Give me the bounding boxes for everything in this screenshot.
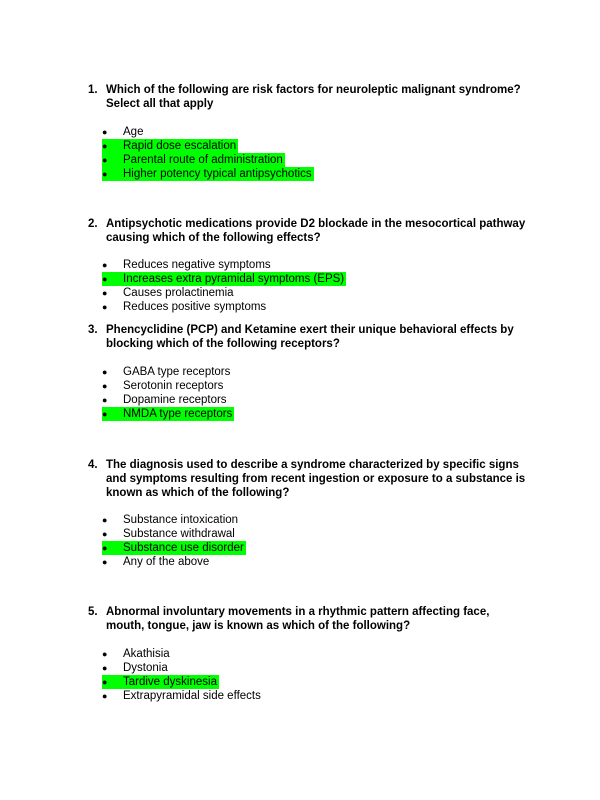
option-item [102, 647, 528, 661]
option-label: Extrapyramidal side effects [123, 690, 261, 702]
bullet-icon: ● [102, 169, 108, 179]
option-item [102, 513, 528, 527]
question-text: Antipsychotic medications provide D2 blockade in the mesocortical pathway causing which of the following effects? [106, 218, 526, 244]
bullet-icon: ● [102, 409, 108, 419]
option-item [102, 258, 528, 272]
option-item [102, 125, 528, 139]
option-item [102, 300, 528, 314]
question-heading [88, 323, 528, 351]
question-5 [88, 605, 528, 703]
question-3 [88, 323, 528, 421]
option-item [102, 407, 528, 421]
option-label: Age [123, 126, 144, 138]
option-item [102, 555, 528, 569]
option-list [102, 513, 528, 569]
option-item [102, 689, 528, 703]
option-item [102, 139, 528, 153]
option-label: Reduces positive symptoms [123, 301, 267, 313]
bullet-icon: ● [102, 367, 108, 377]
option-item [102, 675, 528, 689]
question-1 [88, 83, 528, 181]
option-item [102, 286, 528, 300]
question-heading [88, 83, 528, 111]
option-label: Tardive dyskinesia [123, 676, 217, 688]
bullet-icon: ● [102, 663, 108, 673]
option-list [102, 365, 528, 421]
bullet-icon: ● [102, 155, 108, 165]
option-label: Parental route of administration [123, 154, 283, 166]
bullet-icon: ● [102, 677, 108, 687]
bullet-icon: ● [102, 141, 108, 151]
option-item [102, 541, 528, 555]
option-label: Substance use disorder [123, 542, 244, 554]
question-number: 1. [88, 84, 98, 96]
bullet-icon: ● [102, 395, 108, 405]
question-text: Phencyclidine (PCP) and Ketamine exert their unique behavioral effects by blocking which of the following receptors? [106, 324, 514, 350]
option-label: Dopamine receptors [123, 394, 227, 406]
option-list [102, 258, 528, 314]
question-number: 5. [88, 606, 98, 618]
option-label: Any of the above [123, 556, 210, 568]
option-item [102, 153, 528, 167]
option-item [102, 661, 528, 675]
option-label: Rapid dose escalation [123, 140, 237, 152]
question-heading [88, 458, 528, 500]
bullet-icon: ● [102, 543, 108, 553]
option-label: Increases extra pyramidal symptoms (EPS) [123, 273, 345, 285]
bullet-icon: ● [102, 557, 108, 567]
question-number: 4. [88, 459, 98, 471]
question-4 [88, 458, 528, 569]
bullet-icon: ● [102, 274, 108, 284]
bullet-icon: ● [102, 515, 108, 525]
bullet-icon: ● [102, 691, 108, 701]
option-item [102, 393, 528, 407]
option-label: Reduces negative symptoms [123, 259, 271, 271]
option-label: Causes prolactinemia [123, 287, 234, 299]
option-list [102, 647, 528, 703]
question-heading [88, 605, 528, 633]
bullet-icon: ● [102, 302, 108, 312]
option-label: Akathisia [123, 648, 170, 660]
bullet-icon: ● [102, 529, 108, 539]
question-text: The diagnosis used to describe a syndrome characterized by specific signs and symptoms resulting from recent ingestion or exposure to a substance is known as which of the following? [106, 459, 526, 499]
question-2 [88, 217, 528, 314]
option-item [102, 167, 528, 181]
option-label: Higher potency typical antipsychotics [123, 168, 312, 180]
bullet-icon: ● [102, 288, 108, 298]
question-number: 3. [88, 324, 98, 336]
bullet-icon: ● [102, 127, 108, 137]
question-number: 2. [88, 218, 98, 230]
question-text: Which of the following are risk factors for neuroleptic malignant syndrome? Select all that apply [106, 84, 521, 110]
option-label: Dystonia [123, 662, 168, 674]
option-label: GABA type receptors [123, 366, 231, 378]
option-label: Substance intoxication [123, 514, 239, 526]
question-heading [88, 217, 528, 245]
option-label: NMDA type receptors [123, 408, 233, 420]
option-item [102, 365, 528, 379]
option-label: Serotonin receptors [123, 380, 224, 392]
option-item [102, 379, 528, 393]
bullet-icon: ● [102, 260, 108, 270]
question-text: Abnormal involuntary movements in a rhythmic pattern affecting face, mouth, tongue, jaw is known as which of the following? [106, 606, 490, 632]
option-item [102, 527, 528, 541]
option-list [102, 125, 528, 181]
option-item [102, 272, 528, 286]
bullet-icon: ● [102, 381, 108, 391]
bullet-icon: ● [102, 649, 108, 659]
option-label: Substance withdrawal [123, 528, 235, 540]
